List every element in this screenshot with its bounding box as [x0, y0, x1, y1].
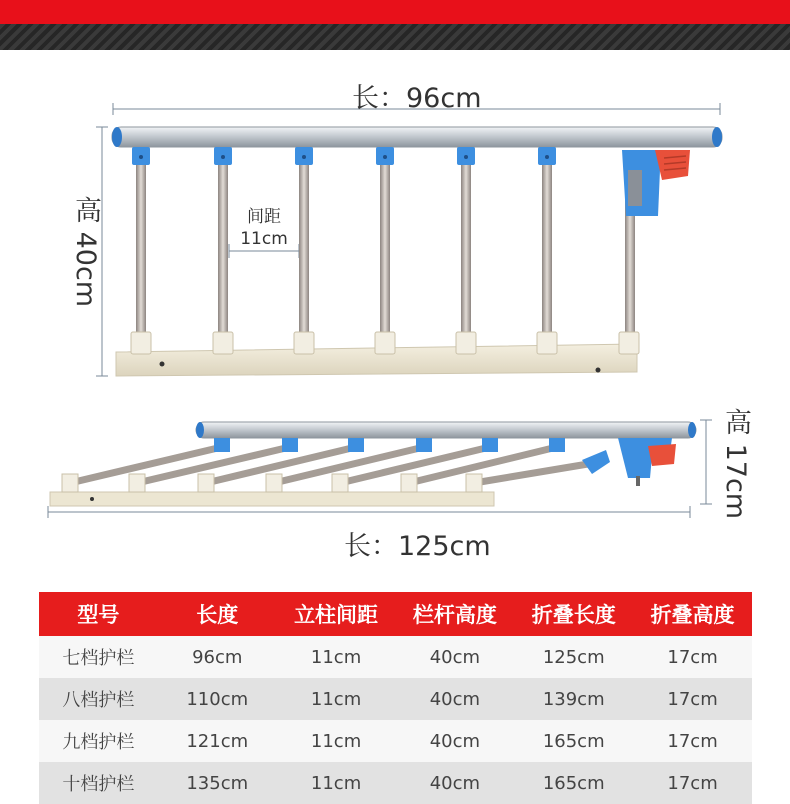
cell-spacing: 11cm	[277, 762, 396, 804]
folded-length-label: 长：125cm	[344, 531, 491, 562]
cell-folded-height: 17cm	[633, 636, 752, 678]
cell-spacing: 11cm	[277, 678, 396, 720]
blue-brackets	[132, 147, 556, 165]
spec-table	[39, 592, 752, 804]
cell-folded-height: 17cm	[633, 762, 752, 804]
cell-height: 40cm	[395, 678, 514, 720]
cell-folded-length: 139cm	[514, 678, 633, 720]
folded-base	[50, 492, 494, 506]
cell-model: 七档护栏	[39, 636, 158, 678]
open-rail-diagram	[0, 0, 790, 400]
cell-model: 九档护栏	[39, 720, 158, 762]
table-row	[39, 636, 752, 678]
header-folded-height: 折叠高度	[633, 592, 752, 636]
cell-spacing: 11cm	[277, 720, 396, 762]
header-post-spacing: 立柱间距	[277, 592, 396, 636]
spacing-title: 间距	[247, 207, 281, 227]
cell-length: 96cm	[158, 636, 277, 678]
folded-height-label: 高 17cm	[720, 408, 751, 520]
cell-model: 十档护栏	[39, 762, 158, 804]
cell-height: 40cm	[395, 720, 514, 762]
cell-folded-length: 165cm	[514, 720, 633, 762]
cell-folded-height: 17cm	[633, 678, 752, 720]
spec-table-header	[39, 592, 752, 636]
cell-folded-height: 17cm	[633, 720, 752, 762]
open-length-label: 长：96cm	[352, 83, 482, 114]
header-rail-height: 栏杆高度	[395, 592, 514, 636]
cell-height: 40cm	[395, 762, 514, 804]
cell-length: 110cm	[158, 678, 277, 720]
cell-spacing: 11cm	[277, 636, 396, 678]
header-length: 长度	[158, 592, 277, 636]
header-model: 型号	[39, 592, 158, 636]
table-row	[39, 678, 752, 720]
spacing-value: 11cm	[240, 229, 288, 249]
table-row	[39, 720, 752, 762]
folded-top-bar	[196, 422, 696, 438]
header-folded-length: 折叠长度	[514, 592, 633, 636]
cell-model: 八档护栏	[39, 678, 158, 720]
cell-folded-length: 165cm	[514, 762, 633, 804]
cell-folded-length: 125cm	[514, 636, 633, 678]
folded-latch	[582, 438, 676, 486]
folded-rail-diagram	[0, 400, 790, 530]
top-bar	[112, 127, 722, 147]
cell-length: 121cm	[158, 720, 277, 762]
posts	[136, 160, 635, 340]
table-row	[39, 762, 752, 804]
cell-length: 135cm	[158, 762, 277, 804]
spacing-label	[232, 206, 296, 250]
open-height-label: 高 40cm	[70, 196, 101, 308]
latch-mechanism	[622, 150, 690, 216]
cell-height: 40cm	[395, 636, 514, 678]
